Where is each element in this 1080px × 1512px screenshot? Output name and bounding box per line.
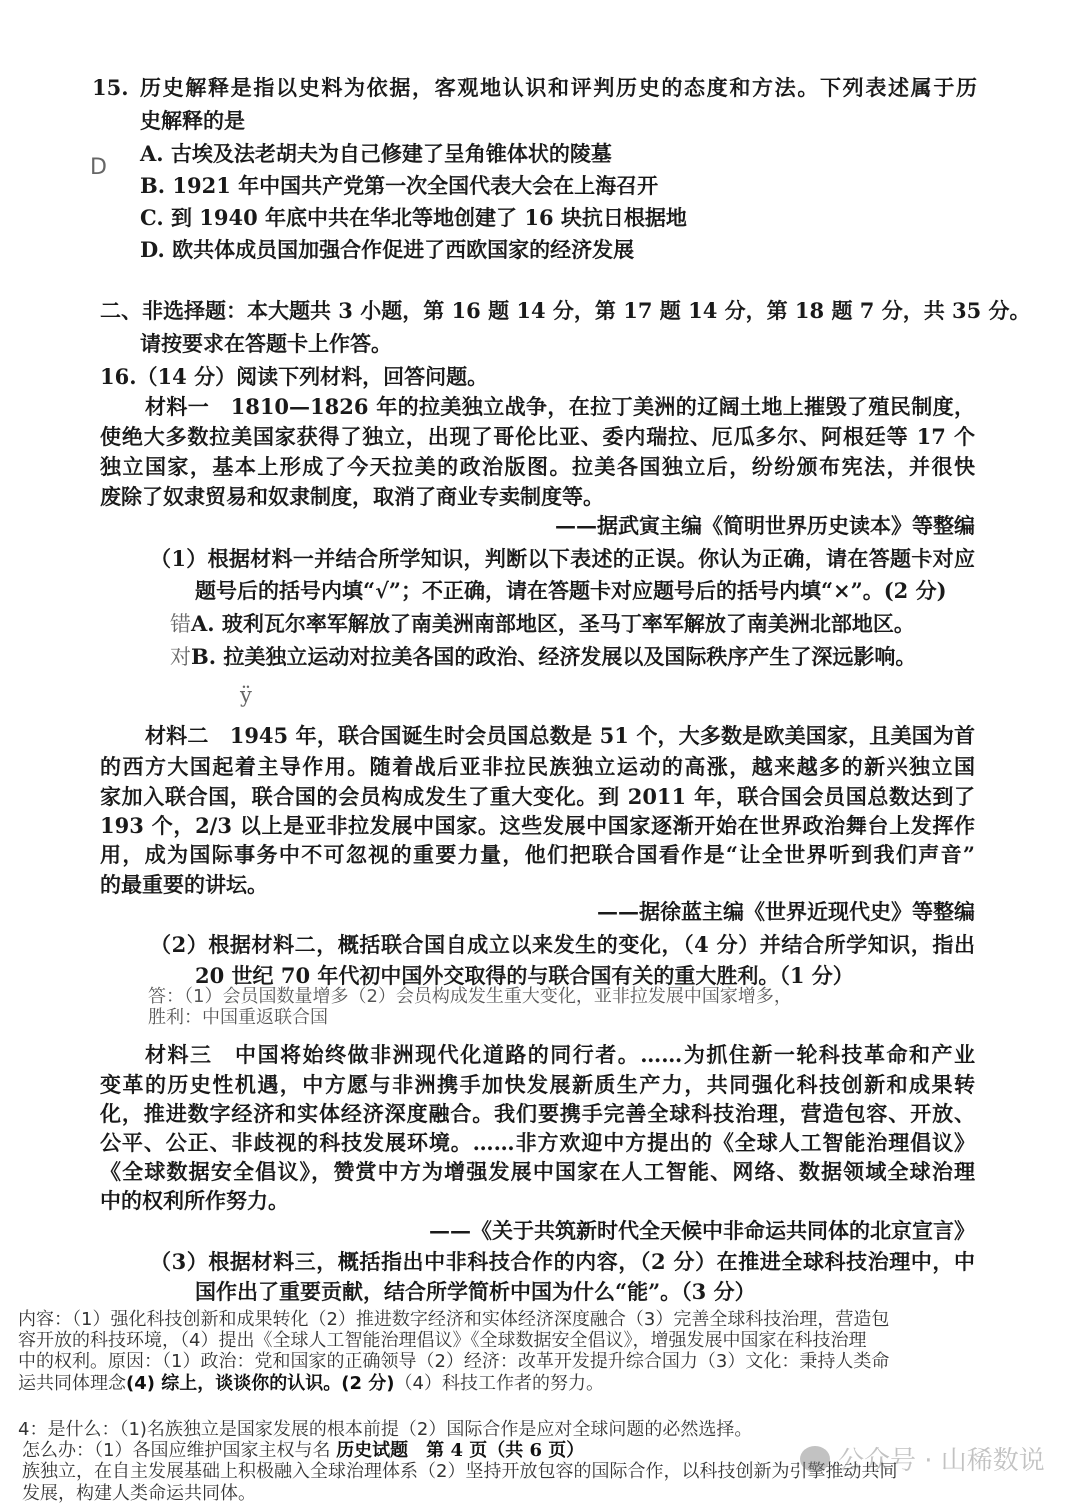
question-header: 16.（14 分）阅读下列材料，回答问题。: [100, 364, 489, 389]
page-footer: 历史试题 第 4 页（共 6 页）: [336, 1440, 585, 1461]
answer-4: 族独立，在自主发展基础上积极融入全球治理体系（2）坚持开放包容的国际合作，以科技创新为引擎推动共同: [22, 1461, 898, 1482]
answer-3: （4）科技工作者的努力。: [394, 1373, 604, 1394]
material-1: 废除了奴隶贸易和奴隶制度，取消了商业专卖制度等。: [100, 484, 604, 509]
material-1: 独立国家，基本上形成了今天拉美的政治版图。拉美各国独立后，纷纷颁布宪法，并很快: [100, 454, 975, 479]
question-stem: 史解释的是: [140, 108, 245, 133]
section-instruction: 请按要求在答题卡上作答。: [140, 331, 392, 356]
answer-2: 胜利：中国重返联合国: [148, 1007, 328, 1028]
material-2: 用，成为国际事务中不可忽视的重要力量，他们把联合国看作是“让全世界听到我们声音”: [100, 842, 975, 867]
option-b: B. 1921 年中国共产党第一次全国代表大会在上海召开: [140, 173, 659, 198]
material-1: 使绝大多数拉美国家获得了独立，出现了哥伦比亚、委内瑞拉、厄瓜多尔、阿根廷等 17 个: [100, 424, 975, 449]
watermark: [800, 1440, 1045, 1477]
statement-b: B. 拉美独立运动对拉美各国的政治、经济发展以及国际秩序产生了深远影响。: [191, 644, 917, 669]
material-3: 《全球数据安全倡议》，赞赏中方为增强发展中国家在人工智能、网络、数据领域全球治理: [100, 1159, 975, 1184]
sub-question-1: 题号后的括号内填“√”；不正确，请在答题卡对应题号后的括号内填“×”。(2 分): [195, 578, 947, 603]
answer-3: 中的权利。原因：（1）政治：党和国家的正确领导（2）经济：改革开发提升综合国力（3）文化：秉持人类命: [18, 1351, 890, 1372]
section-title: 二、非选择题：本大题共 3 小题，第 16 题 14 分，第 17 题 14 分，第 18 题 7 分，共 35 分。: [100, 298, 1031, 323]
material-3: 变革的历史性机遇，中方愿与非洲携手加快发展新质生产力，共同强化科技创新和成果转: [100, 1072, 975, 1097]
material-3: 化，推进数字经济和实体经济深度融合。我们要携手完善全球科技治理，营造包容、开放、: [100, 1101, 975, 1126]
answer-3: 容开放的科技环境，（4）提出《全球人工智能治理倡议》《全球数据安全倡议》，增强发展中国家在科技治理: [18, 1330, 867, 1351]
option-a: A. 古埃及法老胡夫为自己修建了呈角锥体状的陵墓: [140, 141, 612, 166]
material-2: 193 个，2/3 以上是亚非拉发展中国家。这些发展中国家逐渐开始在世界政治舞台上发挥作: [100, 813, 975, 838]
answer-3: 运共同体理念: [18, 1373, 126, 1394]
question-stem: 历史解释是指以史料为依据，客观地认识和评判历史的态度和方法。下列表述属于历: [140, 75, 977, 100]
statement-a: A. 玻利瓦尔率军解放了南美洲南部地区，圣马丁率军解放了南美洲北部地区。: [191, 611, 915, 636]
answer-2: 答：（1）会员国数量增多（2）会员构成发生重大变化，亚非拉发展中国家增多，: [148, 986, 792, 1007]
answer-4: 发展，构建人类命运共同体。: [22, 1483, 256, 1504]
material-3: 材料三 中国将始终做非洲现代化道路的同行者。……为抓住新一轮科技革命和产业: [145, 1042, 975, 1067]
sub-question-2: 20 世纪 70 年代初中国外交取得的与联合国有关的重大胜利。（1 分）: [195, 963, 854, 988]
material-3: 公平、公正、非歧视的科技发展环境。……非方欢迎中方提出的《全球人工智能治理倡议》: [100, 1130, 975, 1155]
material-2: 材料二 1945 年，联合国诞生时会员国总数是 51 个，大多数是欧美国家，且美国为首: [145, 723, 975, 748]
material-2: 的最重要的讲坛。: [100, 872, 268, 897]
material-1: 材料一 1810—1826 年的拉美独立战争，在拉丁美洲的辽阔土地上摧毁了殖民制度，: [145, 394, 975, 419]
option-c: C. 到 1940 年底中共在华北等地创建了 16 块抗日根据地: [140, 205, 687, 230]
source-1: ——据武寅主编《简明世界历史读本》等整编: [555, 513, 975, 538]
source-2: ——据徐蓝主编《世界近现代史》等整编: [597, 899, 975, 924]
material-2: 家加入联合国，联合国的会员构成发生了重大变化。到 2011 年，联合国会员国总数达到了: [100, 784, 975, 809]
wechat-icon: [800, 1446, 830, 1472]
material-3: 中的权利所作努力。: [100, 1188, 289, 1213]
option-d: D. 欧共体成员国加强合作促进了西欧国家的经济发展: [140, 237, 635, 262]
sub-question-1: （1）根据材料一并结合所学知识，判断以下表述的正误。你认为正确，请在答题卡对应: [150, 546, 975, 571]
handwritten-mark: 错: [170, 612, 191, 636]
answer-3: 内容：（1）强化科技创新和成果转化（2）推进数字经济和实体经济深度融合（3）完善全球科技治理，营造包: [18, 1309, 890, 1330]
stray-character: ÿ: [240, 683, 252, 707]
material-2: 的西方大国起着主导作用。随着战后亚非拉民族独立运动的高涨，越来越多的新兴独立国: [100, 754, 975, 779]
handwritten-mark: 对: [170, 645, 191, 669]
sub-question-3: （3）根据材料三，概括指出中非科技合作的内容，（2 分）在推进全球科技治理中，中: [150, 1249, 976, 1274]
source-3: ——《关于共筑新时代全天候中非命运共同体的北京宣言》: [429, 1218, 975, 1243]
sub-question-4: (4) 综上，谈谈你的认识。(2 分): [126, 1373, 395, 1394]
answer-4: 4：是什么：（1)名族独立是国家发展的根本前提（2）国际合作是应对全球问题的必然选择。: [18, 1419, 753, 1440]
sub-question-2: （2）根据材料二，概括联合国自成立以来发生的变化，（4 分）并结合所学知识，指出: [150, 932, 975, 957]
watermark-text: 公众号 · 山稀数说: [838, 1446, 1045, 1476]
sub-question-3: 国作出了重要贡献，结合所学简析中国为什么“能”。（3 分）: [195, 1279, 756, 1304]
handwritten-answer: D: [90, 155, 107, 180]
answer-4: 怎么办：（1）各国应维护国家主权与名: [22, 1440, 331, 1461]
question-number: 15.: [92, 75, 129, 100]
